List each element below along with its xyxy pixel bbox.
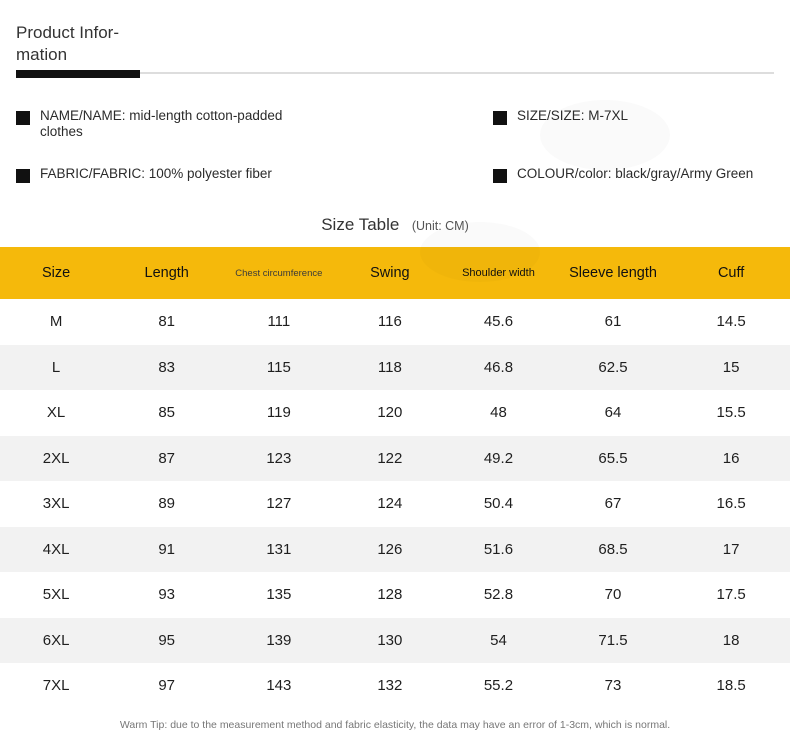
cell-cuff: 18.5 <box>716 677 746 695</box>
cell-size: 4XL <box>42 540 70 558</box>
column-header-swing: Swing <box>337 247 444 299</box>
cell-chest: 139 <box>266 631 292 649</box>
cell-swing: 130 <box>377 631 403 649</box>
cell-size: L <box>51 358 61 376</box>
spec-item-size <box>395 108 774 140</box>
cell-shoulder: 46.8 <box>483 358 514 376</box>
cell-cuff: 15 <box>722 358 740 376</box>
cell-sleeve: 64 <box>604 404 622 422</box>
cell-swing: 118 <box>377 358 402 376</box>
cell-swing: 116 <box>377 313 402 331</box>
table-row <box>0 481 790 527</box>
spec-item-name <box>16 108 395 140</box>
cell-chest: 131 <box>266 540 292 558</box>
cell-sleeve: 62.5 <box>598 358 628 376</box>
table-row <box>0 436 790 482</box>
cell-cuff: 18 <box>722 631 740 649</box>
cell-size: 5XL <box>42 586 70 604</box>
cell-shoulder: 45.6 <box>483 313 514 331</box>
cell-shoulder: 49.2 <box>483 449 514 467</box>
spec-item-fabric <box>16 166 395 183</box>
cell-size: XL <box>46 404 66 422</box>
page-title: Product Infor-mation <box>16 23 119 64</box>
size-table-heading <box>0 215 790 235</box>
cell-chest: 111 <box>267 313 291 331</box>
spec-label: NAME/NAME: mid-length cotton-padded clothes <box>40 108 283 139</box>
table-row <box>0 572 790 618</box>
cell-chest: 119 <box>266 404 291 422</box>
product-spec-list <box>0 108 790 183</box>
cell-sleeve: 61 <box>604 313 622 331</box>
table-row <box>0 618 790 664</box>
cell-sleeve: 65.5 <box>598 449 628 467</box>
size-table-unit: (Unit: CM) <box>411 219 469 233</box>
square-bullet-icon <box>493 169 507 183</box>
cell-cuff: 17 <box>722 540 740 558</box>
cell-length: 93 <box>158 586 176 604</box>
column-header-shoulder-width: Shoulder width <box>443 247 554 299</box>
cell-swing: 128 <box>377 586 403 604</box>
square-bullet-icon <box>16 111 30 125</box>
cell-sleeve: 68.5 <box>598 540 628 558</box>
cell-cuff: 14.5 <box>716 313 746 331</box>
cell-sleeve: 73 <box>604 677 622 695</box>
cell-size: 7XL <box>42 677 70 695</box>
cell-swing: 120 <box>377 404 403 422</box>
cell-shoulder: 51.6 <box>483 540 514 558</box>
cell-length: 87 <box>158 449 176 467</box>
column-header-size: Size <box>0 247 112 299</box>
cell-size: 3XL <box>42 495 70 513</box>
spec-label: SIZE/SIZE: M-7XL <box>517 108 629 123</box>
cell-size: 6XL <box>42 631 70 649</box>
cell-shoulder: 52.8 <box>483 586 514 604</box>
column-header-chest-circumference: Chest circumference <box>221 247 336 299</box>
cell-size: M <box>49 313 63 331</box>
table-row <box>0 299 790 345</box>
cell-length: 85 <box>158 404 176 422</box>
cell-swing: 126 <box>377 540 403 558</box>
cell-swing: 124 <box>377 495 403 513</box>
cell-cuff: 16.5 <box>716 495 746 513</box>
cell-length: 91 <box>158 540 176 558</box>
cell-chest: 143 <box>266 677 292 695</box>
column-header-cuff: Cuff <box>672 247 790 299</box>
table-row <box>0 527 790 573</box>
document-header <box>0 0 790 74</box>
cell-sleeve: 70 <box>604 586 622 604</box>
cell-shoulder: 48 <box>490 404 507 422</box>
cell-swing: 122 <box>377 449 403 467</box>
cell-length: 81 <box>158 313 176 331</box>
cell-cuff: 16 <box>722 449 740 467</box>
header-divider <box>16 72 774 74</box>
header-accent-bar <box>16 70 140 78</box>
cell-cuff: 15.5 <box>716 404 746 422</box>
cell-sleeve: 71.5 <box>598 631 628 649</box>
table-row <box>0 663 790 709</box>
spec-label: FABRIC/FABRIC: 100% polyester fiber <box>40 166 272 181</box>
cell-sleeve: 67 <box>604 495 622 513</box>
column-header-sleeve-length: Sleeve length <box>554 247 673 299</box>
cell-chest: 115 <box>266 358 291 376</box>
warm-tip-note: Warm Tip: due to the measurement method and fabric elasticity, the data may have an error of 1-3cm, which is normal. <box>119 718 671 731</box>
size-table-title: Size Table <box>321 215 400 234</box>
spec-label: COLOUR/color: black/gray/Army Green <box>517 166 754 181</box>
cell-length: 89 <box>158 495 176 513</box>
table-row <box>0 390 790 436</box>
cell-size: 2XL <box>42 449 70 467</box>
square-bullet-icon <box>16 169 30 183</box>
cell-cuff: 17.5 <box>716 586 746 604</box>
cell-length: 95 <box>158 631 176 649</box>
table-header-row <box>0 247 790 299</box>
cell-shoulder: 55.2 <box>483 677 514 695</box>
table-row <box>0 345 790 391</box>
cell-chest: 123 <box>266 449 292 467</box>
size-table <box>0 247 790 709</box>
cell-length: 83 <box>158 358 176 376</box>
cell-chest: 135 <box>266 586 292 604</box>
cell-length: 97 <box>158 677 176 695</box>
square-bullet-icon <box>493 111 507 125</box>
cell-chest: 127 <box>266 495 292 513</box>
spec-item-colour <box>395 166 774 183</box>
cell-shoulder: 50.4 <box>483 495 514 513</box>
cell-swing: 132 <box>377 677 403 695</box>
column-header-length: Length <box>112 247 221 299</box>
cell-shoulder: 54 <box>490 631 507 649</box>
